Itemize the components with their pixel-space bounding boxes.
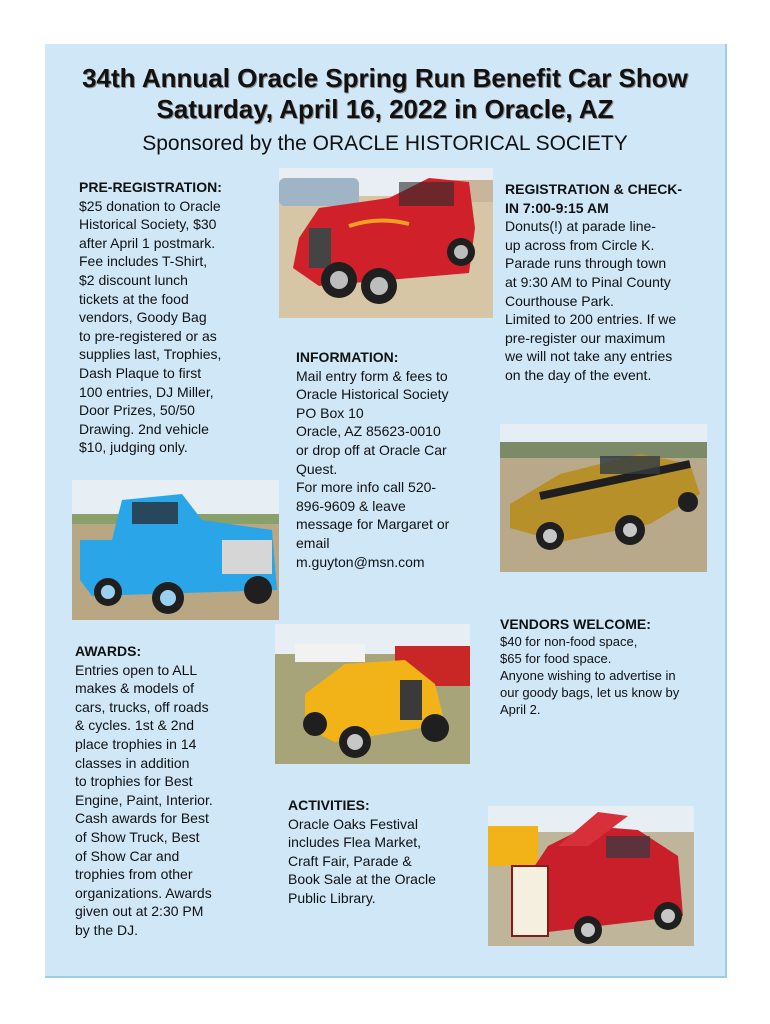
preregistration-body: $25 donation to Oracle Historical Society, $30 after April 1 postmark. Fee includes T-Shirt, $2 discount lunch tickets at the food vendors, Goody Bag to pre-registered or as supplies last, Trophies, Dash Plaque to first 100 entries, DJ Miller, Door Prizes, 50/50 Drawing. 2nd vehicle $10, judging only. <box>79 197 222 456</box>
information-body: Mail entry form & fees to Oracle Historical Society PO Box 10 Oracle, AZ 85623-0010 or drop off at Oracle Car Quest. For more info call 520- 896-9609 & leave message for Margaret or email m.guyton@msn.com <box>296 367 450 570</box>
information-heading: INFORMATION: <box>296 349 399 365</box>
preregistration-heading: PRE-REGISTRATION: <box>79 179 222 195</box>
red-coupe-photo <box>488 806 694 946</box>
sponsor-line: Sponsored by the ORACLE HISTORICAL SOCIETY <box>142 132 628 155</box>
red-hot-rod-photo <box>279 168 493 318</box>
flyer-panel <box>45 44 727 978</box>
awards-body: Entries open to ALL makes & models of cars, trucks, off roads & cycles. 1st & 2nd place trophies in 14 classes in addition to trophies for Best Engine, Paint, Interior. Cash awards for Best of Show Truck, Best of Show Car and trophies from other organizations. Awards given out at 2:30 PM by the DJ. <box>75 661 213 938</box>
preregistration-section <box>79 178 259 457</box>
registration-heading: REGISTRATION & CHECK- IN 7:00-9:15 AM <box>505 181 683 216</box>
gold-camaro-photo <box>500 424 707 572</box>
registration-section <box>505 180 705 385</box>
vendors-body: $40 for non-food space, $65 for food space. Anyone wishing to advertise in our goody bags, let us know by April 2. <box>500 634 680 717</box>
event-title: 34th Annual Oracle Spring Run Benefit Car Show <box>82 63 688 93</box>
activities-heading: ACTIVITIES: <box>288 797 370 813</box>
information-section <box>296 348 486 571</box>
awards-section <box>75 642 255 940</box>
vendors-heading: VENDORS WELCOME: <box>500 616 651 632</box>
awards-heading: AWARDS: <box>75 643 142 659</box>
vendors-section <box>500 616 710 718</box>
yellow-roadster-photo <box>275 624 470 764</box>
event-date-location: Saturday, April 16, 2022 in Oracle, AZ <box>156 94 614 124</box>
registration-body: Donuts(!) at parade line- up across from Circle K. Parade runs through town at 9:30 AM to Pinal County Courthouse Park. Limited to 200 entries. If we pre-register our maximum we will not take any entries on the day of the event. <box>505 218 677 383</box>
activities-body: Oracle Oaks Festival includes Flea Market, Craft Fair, Parade & Book Sale at the Oracle Public Library. <box>288 815 436 906</box>
activities-section <box>288 796 468 908</box>
blue-truck-photo <box>72 480 279 620</box>
